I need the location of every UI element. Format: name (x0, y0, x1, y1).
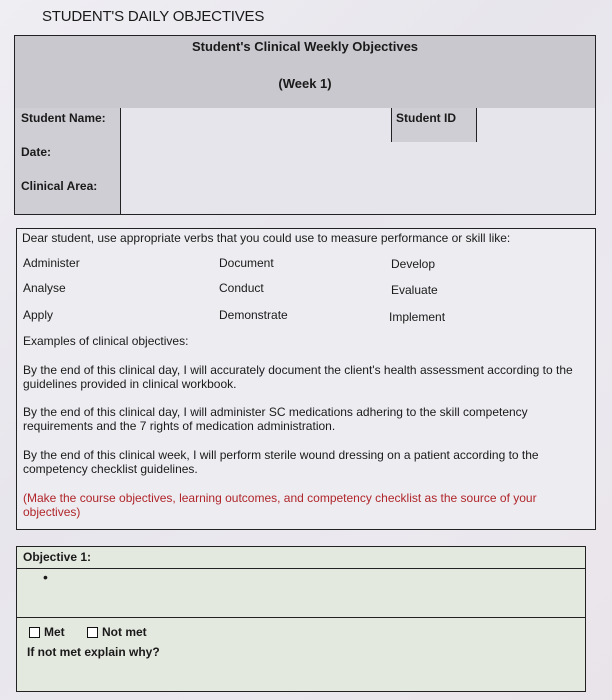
form-title: Student's Clinical Weekly Objectives (191, 39, 419, 54)
example-objective: By the end of this clinical day, I will accurately document the client's health assessment according to the guidelines provided in clinical workbook. (23, 363, 573, 391)
clinical-area-field[interactable] (122, 176, 595, 214)
example-objective: By the end of this clinical day, I will administer SC medications adhering to the skill competency requirements and the 7 rights of medication administration. (23, 405, 528, 433)
clinical-area-row (15, 176, 595, 214)
form-title-block (15, 36, 595, 109)
instructions-box (16, 228, 596, 530)
verb-item: Document (219, 256, 274, 270)
source-note: (Make the course objectives, learning outcomes, and competency checklist as the source of your objectives) (23, 491, 537, 519)
verb-item: Evaluate (391, 283, 438, 297)
date-label: Date: (15, 142, 121, 176)
verb-item: Analyse (23, 281, 66, 295)
verb-item: Develop (391, 257, 436, 271)
objective-box (16, 546, 586, 692)
example-objective: By the end of this clinical week, I will perform sterile wound dressing on a patient according to the competency checklist guidelines. (23, 448, 539, 476)
verb-item: Conduct (219, 281, 264, 295)
objective-input[interactable] (17, 570, 585, 616)
student-info-table (14, 35, 596, 215)
page-heading: STUDENT'S DAILY OBJECTIVES (42, 8, 265, 25)
met-checkbox[interactable] (29, 625, 65, 639)
student-name-field[interactable] (122, 108, 390, 142)
verb-item: Apply (23, 308, 54, 322)
instructions-intro: Dear student, use appropriate verbs that you could use to measure performance or skill like: (22, 231, 511, 245)
objective-label: Objective 1: (17, 547, 585, 569)
not-met-question: If not met explain why? (27, 645, 160, 659)
objective-bullet: • (43, 569, 48, 585)
student-name-row (15, 108, 595, 143)
student-id-label: Student ID (391, 108, 477, 142)
checkbox-square-icon (87, 627, 98, 638)
student-name-label: Student Name: (15, 108, 121, 142)
date-field[interactable] (122, 142, 595, 176)
verb-item: Demonstrate (219, 308, 288, 322)
verb-item: Implement (389, 310, 446, 324)
checkbox-square-icon (29, 627, 40, 638)
objective-divider (17, 617, 585, 618)
met-label: Met (44, 625, 65, 639)
week-label: (Week 1) (278, 76, 332, 91)
date-row (15, 142, 595, 177)
not-met-checkbox[interactable] (87, 625, 147, 639)
verb-item: Administer (23, 256, 80, 270)
student-id-field[interactable] (478, 108, 595, 142)
examples-heading: Examples of clinical objectives: (23, 334, 189, 348)
clinical-area-label: Clinical Area: (15, 176, 121, 214)
not-met-label: Not met (102, 625, 147, 639)
